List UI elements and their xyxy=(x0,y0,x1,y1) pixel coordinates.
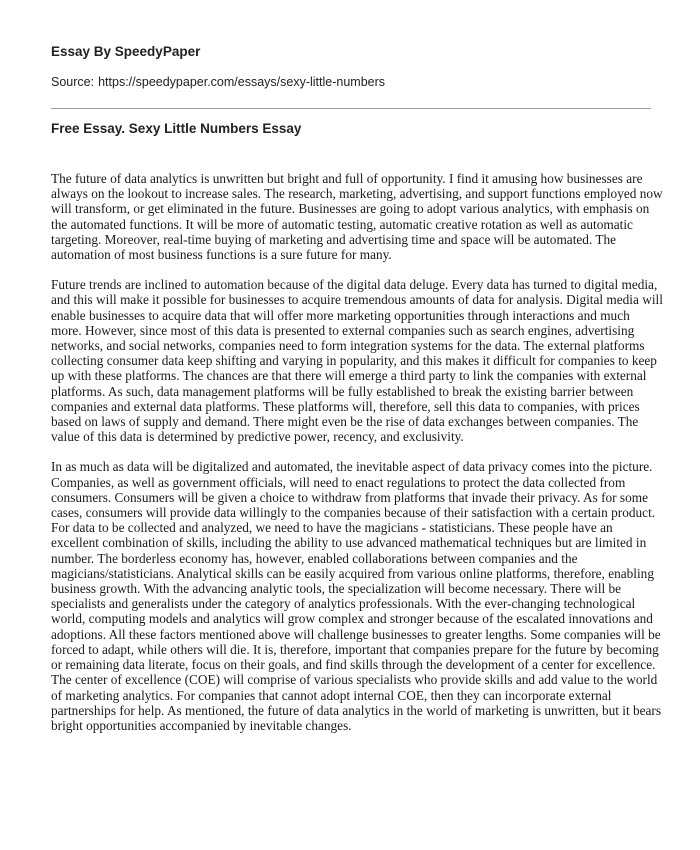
source-url: https://speedypaper.com/essays/sexy-little-numbers xyxy=(98,75,386,89)
paragraph-1: The future of data analytics is unwritten but bright and full of opportunity. I find it amusing how businesses are always on the lookout to increase sales. The research, marketing, advertising, and support functions employed now will transform, or get eliminated in the future. Businesses are going to adopt various analytics, with emphasis on the automated functions. It will be more of automatic testing, automatic creative rotation as well as automatic targeting. Moreover, real-time buying of marketing and advertising time and space will be automated. The automation of most business functions is a sure future for many. xyxy=(51,171,663,263)
source-line xyxy=(51,75,385,89)
paragraph-3: In as much as data will be digitalized and automated, the inevitable aspect of data privacy comes into the picture. Companies, as well as government officials, will need to enact regulations to protect the data collected from consumers. Consumers will be given a choice to withdraw from platforms that invade their privacy. As for some cases, consumers will provide data willingly to the companies because of their satisfaction with a certain product. For data to be collected and analyzed, we need to have the magicians - statisticians. These people have an excellent combination of skills, including the ability to use advanced mathematical techniques but are limited in number. The borderless economy has, however, enabled collaborations between companies and the magicians/statisticians. Analytical skills can be easily acquired from various online platforms, therefore, enabling business growth. With the advancing analytic tools, the specialization will become necessary. There will be specialists and generalists under the category of analytics professionals. With the ever-changing technological world, computing models and analytics will grow complex and stronger because of the escalated innovations and adoptions. All these factors mentioned above will challenge businesses to greater lengths. Some companies will be forced to adapt, while others will die. It is, therefore, important that companies prepare for the future by becoming or remaining data literate, focus on their goals, and find skills through the development of a center for excellence. The center of excellence (COE) will comprise of various specialists who provide skills and add value to the world of marketing analytics. For companies that cannot adopt internal COE, then they can incorporate external partnerships for help. As mentioned, the future of data analytics in the world of marketing is unwritten, but it bears bright opportunities accompanied by inevitable changes. xyxy=(51,459,662,733)
source-label: Source: xyxy=(51,75,95,89)
document-header-title: Essay By SpeedyPaper xyxy=(51,44,201,59)
header-divider xyxy=(51,108,651,109)
essay-body xyxy=(51,171,663,748)
essay-title: Free Essay. Sexy Little Numbers Essay xyxy=(51,121,302,136)
paragraph-2: Future trends are inclined to automation because of the digital data deluge. Every data has turned to digital media, and this will make it possible for businesses to acquire tremendous amounts of data for analysis. Digital media will enable businesses to acquire data that will offer more marketing opportunities through interactions and much more. However, since most of this data is presented to external companies such as search engines, advertising networks, and social networks, companies need to form integration systems for the data. The external platforms collecting consumer data keep shifting and varying in popularity, and this makes it difficult for companies to keep up with these platforms. The chances are that there will emerge a third party to link the companies with external platforms. As such, data management platforms will be fully established to break the existing barrier between companies and external data platforms. These platforms will, therefore, sell this data to companies, with prices based on laws of supply and demand. There might even be the rise of data exchanges between companies. The value of this data is determined by predictive power, recency, and exclusivity. xyxy=(51,277,663,445)
